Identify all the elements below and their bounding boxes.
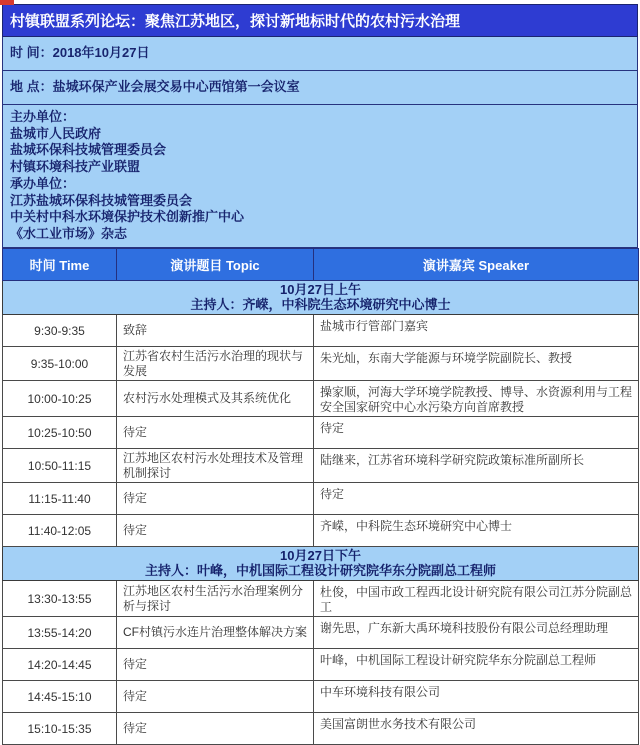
agenda-topic: 待定 xyxy=(117,649,314,681)
info-location: 地 点：盐城环保产业会展交易中心西馆第一会议室 xyxy=(2,71,638,105)
agenda-time: 14:45-15:10 xyxy=(3,681,117,713)
agenda-topic: 致辞 xyxy=(117,315,314,347)
agenda-row xyxy=(3,617,639,649)
agenda-table-body xyxy=(3,281,639,745)
organizer-line: 《水工业市场》杂志 xyxy=(10,225,128,241)
agenda-time: 9:30-9:35 xyxy=(3,315,117,347)
agenda-speaker: 盐城市行管部门嘉宾 xyxy=(314,315,639,347)
agenda-row xyxy=(3,449,639,483)
agenda-time: 10:25-10:50 xyxy=(3,417,117,449)
agenda-time: 11:40-12:05 xyxy=(3,515,117,547)
column-header-time: 时间 Time xyxy=(3,249,117,281)
organizer-line: 江苏盐城环保科技城管理委员会 xyxy=(10,192,193,208)
page-title: 村镇联盟系列论坛：聚焦江苏地区，探讨新地标时代的农村污水治理 xyxy=(2,4,638,37)
agenda-row xyxy=(3,515,639,547)
organizer-line: 主办单位： xyxy=(10,109,76,124)
agenda-topic: 农村污水处理模式及其系统优化 xyxy=(117,381,314,417)
organizer-line: 盐城环保科技城管理委员会 xyxy=(10,142,167,158)
agenda-row xyxy=(3,581,639,617)
agenda-speaker: 操家顺，河海大学环境学院教授、博导、水资源利用与工程安全国家研究中心水污染方向首席教授 xyxy=(314,381,639,417)
agenda-row xyxy=(3,713,639,745)
corner-marker xyxy=(0,0,14,5)
session-title: 10月27日下午 xyxy=(280,548,361,563)
agenda-row xyxy=(3,681,639,713)
agenda-row xyxy=(3,381,639,417)
column-header-speaker: 演讲嘉宾 Speaker xyxy=(314,249,639,281)
session-header-cell xyxy=(3,281,639,315)
agenda-topic: 江苏省农村生活污水治理的现状与发展 xyxy=(117,347,314,381)
agenda-row xyxy=(3,649,639,681)
organizer-line: 中关村中科水环境保护技术创新推广中心 xyxy=(10,209,245,225)
table-header-row xyxy=(3,249,639,281)
session-title: 10月27日上午 xyxy=(280,282,361,297)
agenda-row xyxy=(3,347,639,381)
session-header-row xyxy=(3,281,639,315)
agenda-speaker: 齐嵘，中科院生态环境研究中心博士 xyxy=(314,515,639,547)
agenda-row xyxy=(3,417,639,449)
info-time: 时 间：2018年10月27日 xyxy=(2,37,638,71)
agenda-speaker: 朱光灿，东南大学能源与环境学院副院长、教授 xyxy=(314,347,639,381)
agenda-speaker: 待定 xyxy=(314,483,639,515)
agenda-row xyxy=(3,483,639,515)
column-header-topic: 演讲题目 Topic xyxy=(117,249,314,281)
agenda-time: 13:55-14:20 xyxy=(3,617,117,649)
agenda-speaker: 美国富朗世水务技术有限公司 xyxy=(314,713,639,745)
agenda-topic: 待定 xyxy=(117,483,314,515)
session-host: 主持人：叶峰，中机国际工程设计研究院华东分院副总工程师 xyxy=(144,563,496,578)
agenda-time: 11:15-11:40 xyxy=(3,483,117,515)
agenda-speaker: 陆继来，江苏省环境科学研究院政策标准所副所长 xyxy=(314,449,639,483)
agenda-speaker: 谢先思，广东新大禹环境科技股份有限公司总经理助理 xyxy=(314,617,639,649)
organizers-block xyxy=(2,105,638,248)
agenda-topic: CF村镇污水连片治理整体解决方案 xyxy=(117,617,314,649)
agenda-speaker: 中车环境科技有限公司 xyxy=(314,681,639,713)
agenda-speaker: 待定 xyxy=(314,417,639,449)
agenda-topic: 江苏地区农村污水处理技术及管理机制探讨 xyxy=(117,449,314,483)
agenda-time: 10:50-11:15 xyxy=(3,449,117,483)
agenda-time: 9:35-10:00 xyxy=(3,347,117,381)
agenda-speaker: 杜俊，中国市政工程西北设计研究院有限公司江苏分院副总工 xyxy=(314,581,639,617)
agenda-topic: 待定 xyxy=(117,681,314,713)
agenda-speaker: 叶峰，中机国际工程设计研究院华东分院副总工程师 xyxy=(314,649,639,681)
agenda-time: 14:20-14:45 xyxy=(3,649,117,681)
agenda-topic: 江苏地区农村生活污水治理案例分析与探讨 xyxy=(117,581,314,617)
session-header-row xyxy=(3,547,639,581)
organizer-line: 盐城市人民政府 xyxy=(10,125,102,141)
session-header-cell xyxy=(3,547,639,581)
agenda-topic: 待定 xyxy=(117,713,314,745)
organizer-line: 村镇环境科技产业联盟 xyxy=(10,159,141,175)
organizer-line: 承办单位： xyxy=(10,175,76,191)
conference-agenda-page xyxy=(2,4,638,745)
agenda-time: 10:00-10:25 xyxy=(3,381,117,417)
agenda-time: 15:10-15:35 xyxy=(3,713,117,745)
agenda-table xyxy=(2,248,639,745)
agenda-topic: 待定 xyxy=(117,417,314,449)
agenda-row xyxy=(3,315,639,347)
agenda-topic: 待定 xyxy=(117,515,314,547)
agenda-time: 13:30-13:55 xyxy=(3,581,117,617)
session-host: 主持人：齐嵘，中科院生态环境研究中心博士 xyxy=(190,297,451,312)
